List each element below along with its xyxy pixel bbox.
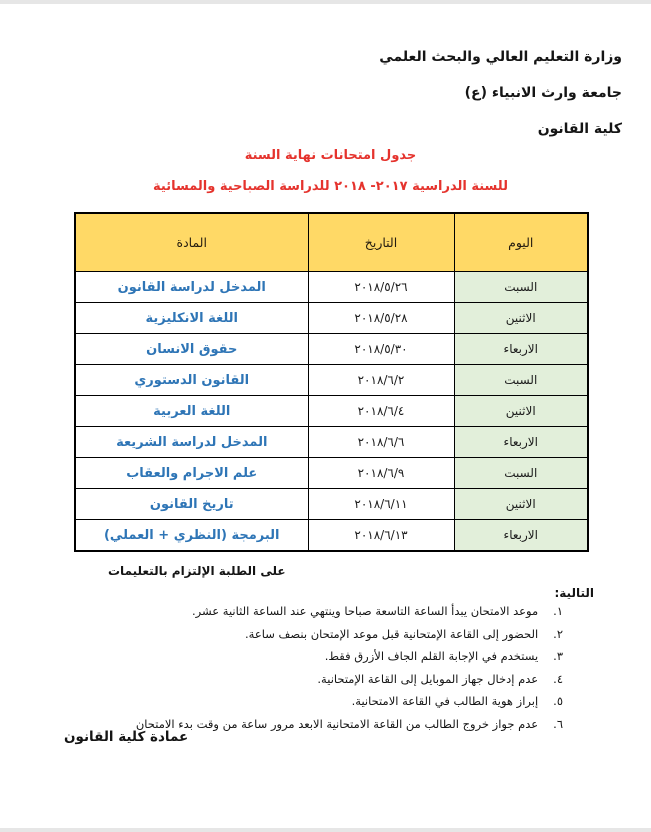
instruction-item: [83, 627, 563, 641]
letterhead: [379, 47, 622, 155]
instructions-list: [83, 604, 563, 739]
table-header-row: [75, 213, 588, 272]
instruction-number: ٦.: [553, 716, 563, 731]
day-cell: السبت: [454, 458, 588, 489]
subject-cell: تاريخ القانون: [75, 489, 308, 520]
date-cell: ٢٠١٨/٦/٩: [308, 458, 454, 489]
ministry-name: وزارة التعليم العالي والبحث العلمي: [379, 49, 622, 65]
college-name: كلية القانون: [537, 121, 622, 137]
day-cell: الاربعاء: [454, 520, 588, 552]
instruction-number: ٥.: [553, 694, 563, 708]
table-row: [75, 303, 588, 334]
instruction-item: [83, 604, 563, 618]
instruction-text: يستخدم في الإجابة القلم الجاف الأزرق فقط.: [324, 649, 539, 663]
subject-cell: حقوق الانسان: [75, 334, 308, 365]
instruction-text: إبراز هوية الطالب في القاعة الامتحانية.: [351, 694, 539, 708]
subject-cell: المدخل لدراسة الشريعة: [75, 427, 308, 458]
column-header-day: اليوم: [454, 213, 588, 272]
subject-cell: علم الاجرام والعقاب: [75, 458, 308, 489]
day-cell: السبت: [454, 365, 588, 396]
instruction-text: الحضور إلى القاعة الإمتحانية قبل موعد الإمتحان بنصف ساعة.: [245, 626, 539, 641]
table-row: [75, 272, 588, 303]
instruction-text: موعد الامتحان يبدأ الساعة التاسعة صباحا وينتهي عند الساعة الثانية عشر.: [192, 604, 539, 618]
date-cell: ٢٠١٨/٦/١١: [308, 489, 454, 520]
instruction-number: ٤.: [553, 671, 563, 686]
date-cell: ٢٠١٨/٦/٤: [308, 396, 454, 427]
date-cell: ٢٠١٨/٥/٣٠: [308, 334, 454, 365]
instruction-item: [83, 649, 563, 663]
date-cell: ٢٠١٨/٦/١٣: [308, 520, 454, 552]
instructions-heading-continued: التالية:: [554, 586, 594, 600]
day-cell: الاثنين: [454, 303, 588, 334]
doc-title-line1: جدول امتحانات نهاية السنة: [244, 148, 417, 163]
subject-cell: القانون الدستوري: [75, 365, 308, 396]
subject-cell: اللغة العربية: [75, 396, 308, 427]
day-cell: السبت: [454, 272, 588, 303]
document-title: [74, 146, 587, 208]
instruction-number: ١.: [553, 604, 563, 618]
instructions-heading: على الطلبة الإلتزام بالتعليمات: [108, 564, 286, 578]
instruction-text: عدم إدخال جهاز الموبايل إلى القاعة الإمتحانية.: [317, 671, 539, 686]
page-bottom-edge: [0, 828, 651, 832]
exam-schedule-table: [74, 212, 589, 552]
instruction-text: عدم جواز خروج الطالب من القاعة الامتحانية الابعد مرور ساعة من وقت بدء الامتحان: [135, 716, 539, 731]
table-row: [75, 427, 588, 458]
instruction-number: ٢.: [553, 626, 563, 641]
table-row: [75, 365, 588, 396]
column-header-subject: المادة: [75, 213, 308, 272]
table-row: [75, 458, 588, 489]
day-cell: الاثنين: [454, 489, 588, 520]
day-cell: الاثنين: [454, 396, 588, 427]
instruction-item: [83, 694, 563, 708]
date-cell: ٢٠١٨/٥/٢٨: [308, 303, 454, 334]
doc-title-line2: للسنة الدراسية ٢٠١٧- ٢٠١٨ للدراسة الصباحية والمسائية: [153, 179, 508, 194]
instruction-item: [83, 672, 563, 686]
table-row: [75, 520, 588, 552]
date-cell: ٢٠١٨/٦/٢: [308, 365, 454, 396]
date-cell: ٢٠١٨/٦/٦: [308, 427, 454, 458]
date-cell: ٢٠١٨/٥/٢٦: [308, 272, 454, 303]
table-row: [75, 396, 588, 427]
deanship-signature: عمادة كلية القانون: [64, 729, 189, 745]
day-cell: الاربعاء: [454, 427, 588, 458]
subject-cell: اللغة الانكليزية: [75, 303, 308, 334]
table-row: [75, 489, 588, 520]
page-top-edge: [0, 0, 651, 4]
day-cell: الاربعاء: [454, 334, 588, 365]
column-header-date: التاريخ: [308, 213, 454, 272]
university-name: جامعة وارث الانبياء (ع): [464, 85, 622, 101]
subject-cell: البرمجة (النظري + العملي): [75, 520, 308, 552]
instruction-number: ٣.: [553, 649, 563, 663]
subject-cell: المدخل لدراسة القانون: [75, 272, 308, 303]
table-row: [75, 334, 588, 365]
